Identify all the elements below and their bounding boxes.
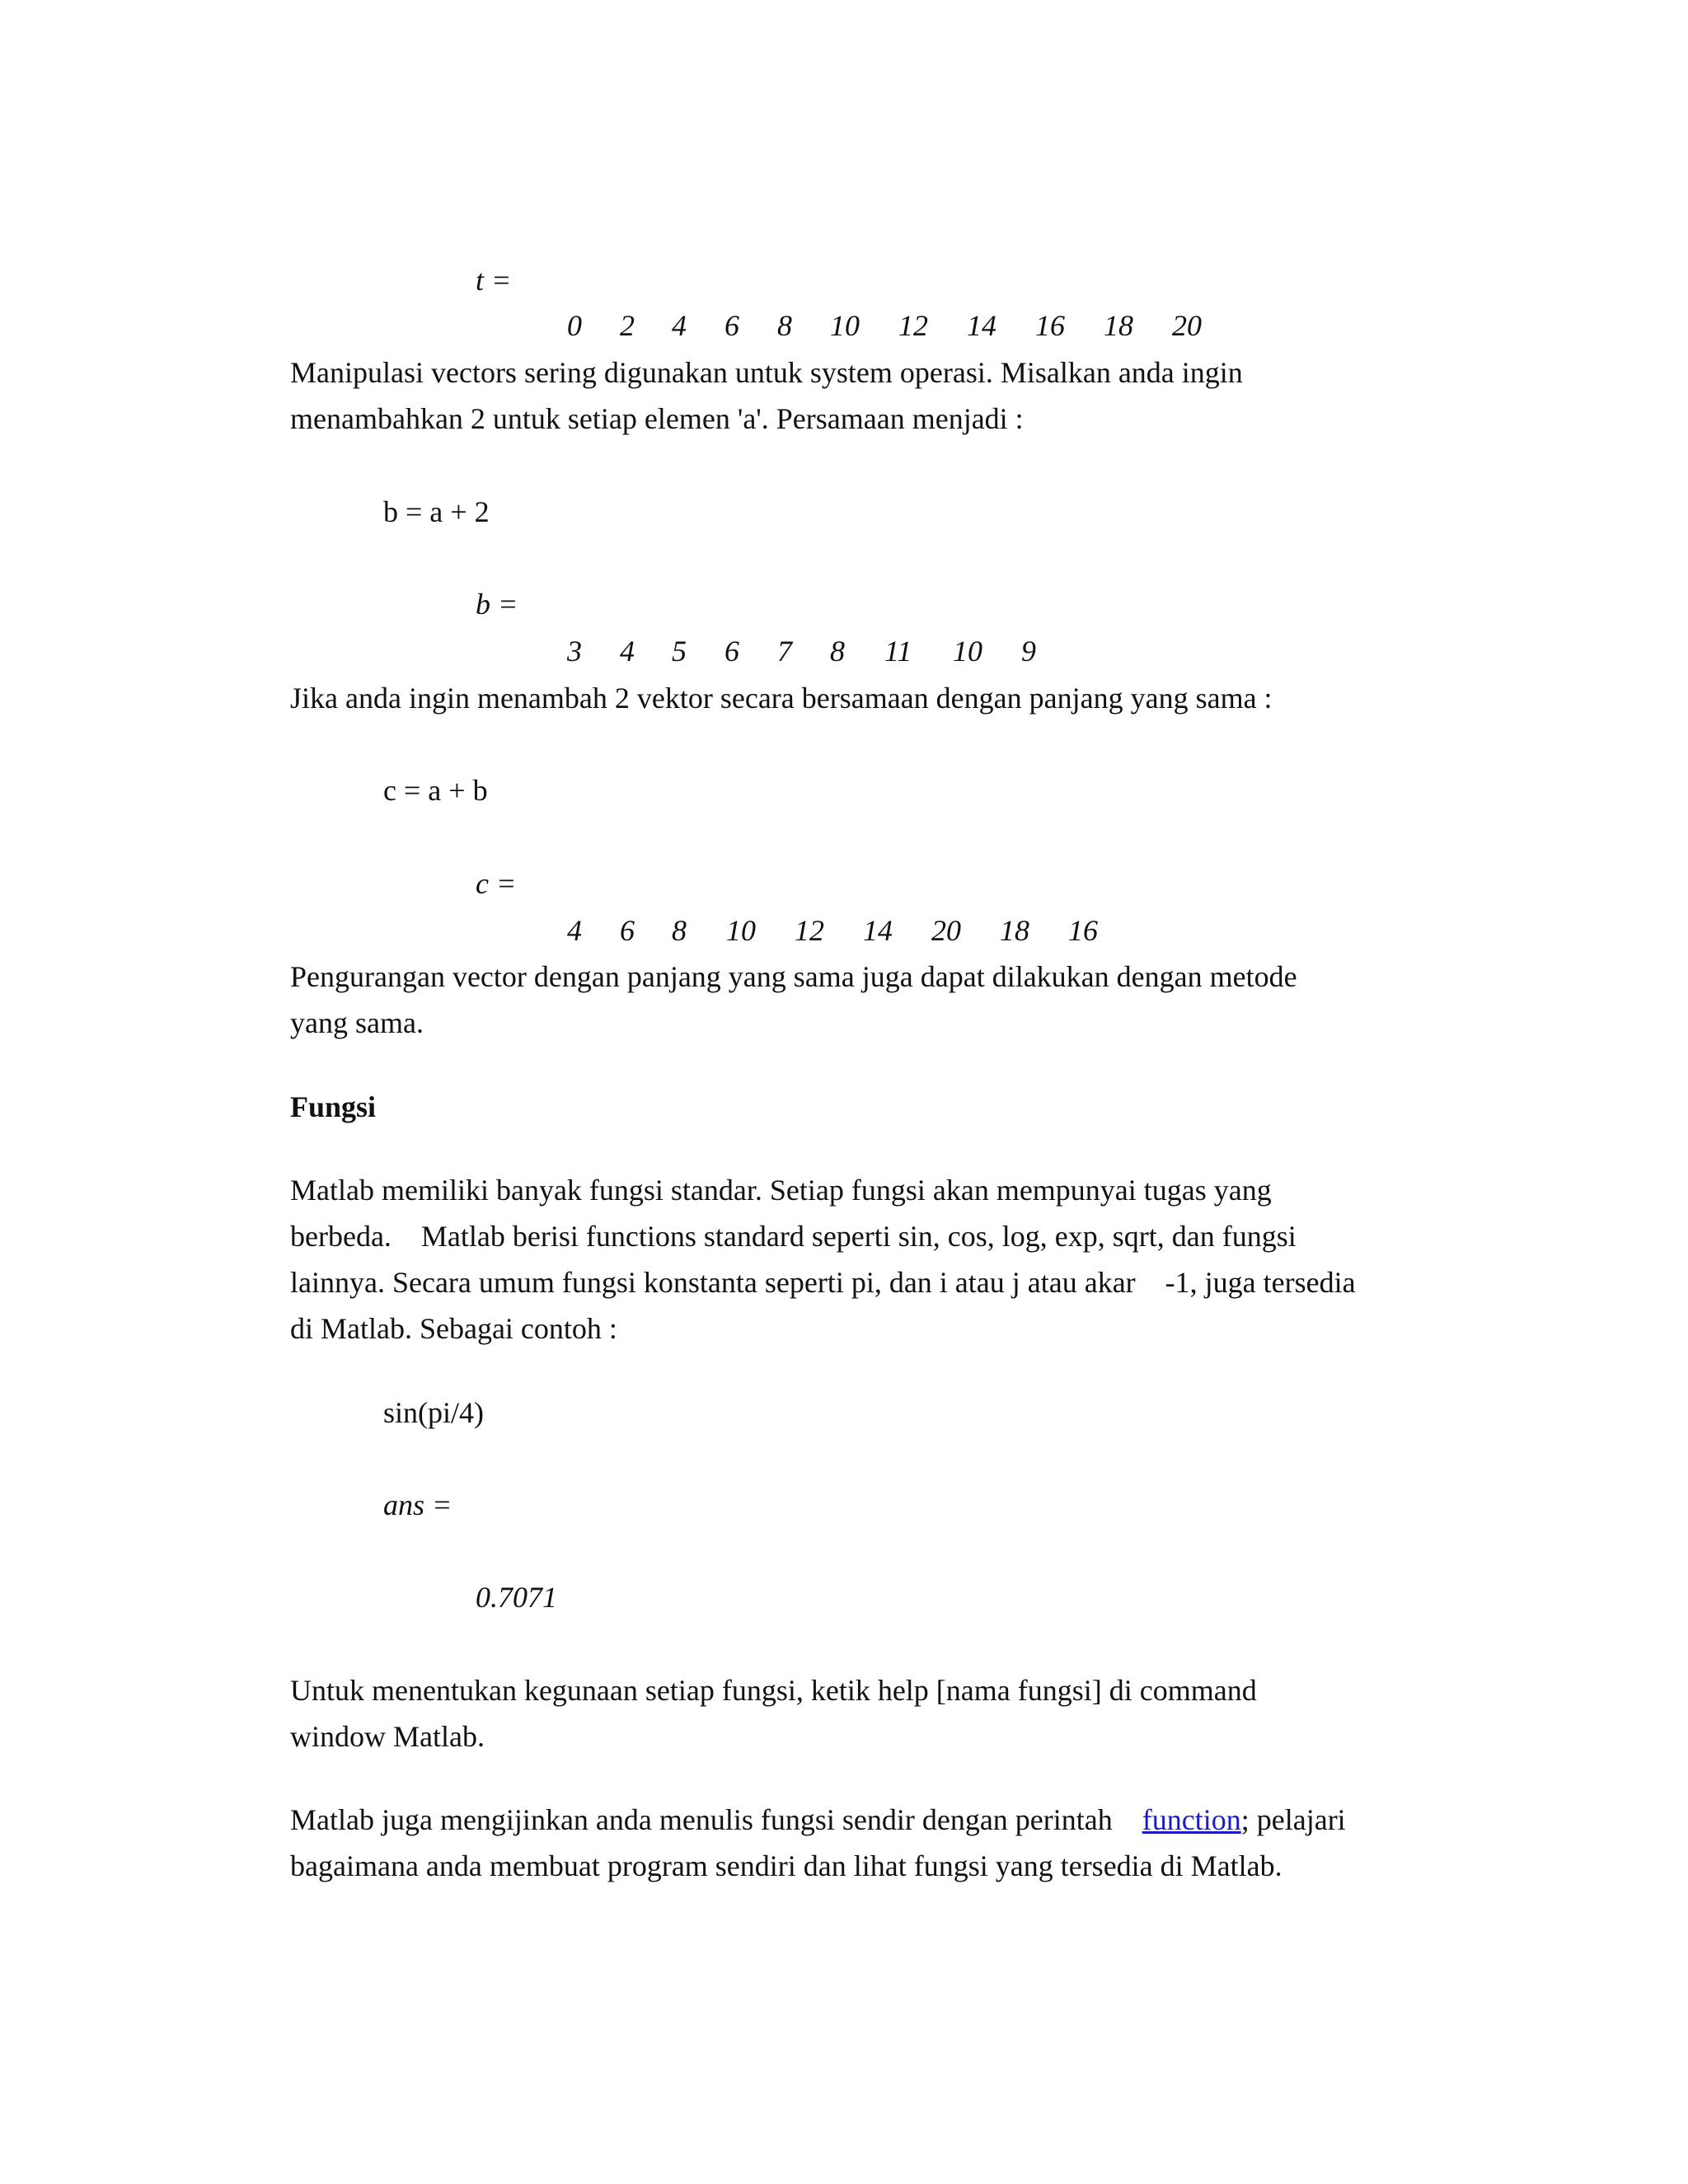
paragraph-vector-manip-line-1: Manipulasi vectors sering digunakan untuk system operasi. Misalkan anda ingin (290, 356, 1243, 389)
paragraph-add-vectors: Jika anda ingin menambah 2 vektor secara bersamaan dengan panjang yang sama : (290, 682, 1273, 715)
paragraph-help-line-2: window Matlab. (290, 1720, 485, 1753)
output-value: 8 (830, 635, 845, 668)
output-value: 16 (1035, 309, 1065, 342)
paragraph-text: ; pelajari (1240, 1803, 1346, 1836)
output-value: 6 (724, 635, 739, 668)
code-sin-call: sin(pi/4) (383, 1396, 484, 1429)
output-value: 10 (830, 309, 860, 342)
section-heading-fungsi: Fungsi (290, 1090, 377, 1123)
output-c-values (0, 912, 1688, 949)
code-b-assignment: b = a + 2 (383, 495, 490, 528)
output-value: 14 (967, 309, 996, 342)
output-value: 7 (777, 635, 792, 668)
output-value: 5 (672, 635, 687, 668)
output-value: 12 (795, 914, 824, 947)
paragraph-functions-line-1: Matlab memiliki banyak fungsi standar. Setiap fungsi akan mempunyai tugas yang (290, 1174, 1272, 1207)
paragraph-subtract-line-1: Pengurangan vector dengan panjang yang sama juga dapat dilakukan dengan metode (290, 960, 1297, 993)
output-b-label: b = (476, 588, 518, 621)
output-value: 18 (1104, 309, 1133, 342)
output-value: 2 (620, 309, 635, 342)
output-value: 12 (898, 309, 928, 342)
output-value: 16 (1068, 914, 1098, 947)
output-value: 20 (1172, 309, 1202, 342)
output-value: 18 (1000, 914, 1029, 947)
output-value: 6 (620, 914, 635, 947)
output-value: 4 (567, 914, 582, 947)
output-value: 10 (953, 635, 982, 668)
paragraph-help-line-1: Untuk menentukan kegunaan setiap fungsi, ketik help [nama fungsi] di command (290, 1674, 1257, 1707)
output-value: 9 (1021, 635, 1036, 668)
paragraph-subtract-line-2: yang sama. (290, 1006, 424, 1039)
paragraph-text: Matlab juga mengijinkan anda menulis fungsi sendir dengan perintah (290, 1803, 1142, 1836)
paragraph-functions-line-4: di Matlab. Sebagai contoh : (290, 1312, 617, 1345)
output-b-values (0, 633, 1688, 669)
paragraph-function-cmd-line-1 (290, 1802, 1346, 1838)
output-value: 4 (620, 635, 635, 668)
output-value: 11 (884, 635, 912, 668)
output-value: 20 (931, 914, 961, 947)
function-link[interactable]: function (1142, 1803, 1241, 1836)
output-value: 8 (672, 914, 687, 947)
paragraph-vector-manip-line-2: menambahkan 2 untuk setiap elemen 'a'. Persamaan menjadi : (290, 402, 1024, 435)
output-c-label: c = (476, 867, 517, 900)
output-t-values (0, 307, 1688, 344)
code-c-assignment: c = a + b (383, 774, 488, 807)
output-ans-label: ans = (383, 1488, 452, 1521)
output-value: 10 (726, 914, 756, 947)
output-value: 14 (863, 914, 893, 947)
paragraph-functions-line-2: berbeda. Matlab berisi functions standard seperti sin, cos, log, exp, sqrt, dan fungsi (290, 1220, 1296, 1253)
output-value: 6 (724, 309, 739, 342)
output-t-label: t = (476, 264, 512, 297)
output-value: 0 (567, 309, 582, 342)
output-value: 8 (777, 309, 792, 342)
paragraph-function-cmd-line-2: bagaimana anda membuat program sendiri dan lihat fungsi yang tersedia di Matlab. (290, 1849, 1282, 1882)
output-value: 4 (672, 309, 687, 342)
output-value: 3 (567, 635, 582, 668)
paragraph-functions-line-3: lainnya. Secara umum fungsi konstanta seperti pi, dan i atau j atau akar -1, juga tersedia (290, 1266, 1356, 1299)
output-ans-value: 0.7071 (476, 1581, 557, 1614)
